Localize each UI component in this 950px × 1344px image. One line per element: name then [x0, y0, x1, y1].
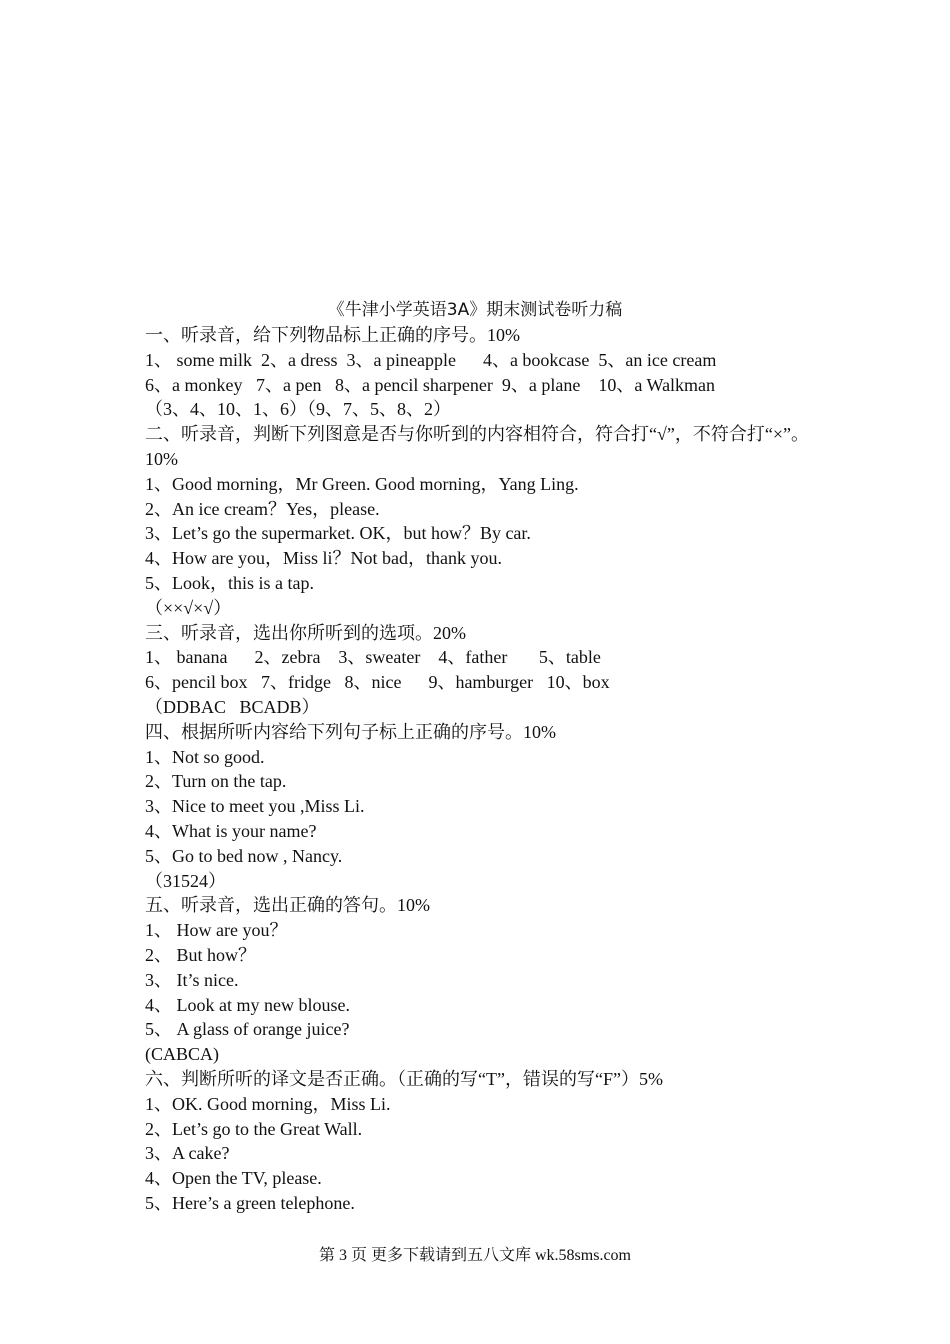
item-line: 3、 It’s nice. — [145, 969, 239, 990]
answer-key: （3、4、10、1、6）（9、7、5、8、2） — [145, 399, 451, 420]
section-heading: 一、听录音，给下列物品标上正确的序号。10% — [145, 325, 520, 345]
item-line: 4、What is your name? — [145, 820, 317, 841]
answer-key: （DDBAC BCADB） — [145, 696, 320, 717]
item-line: 4、Open the TV, please. — [145, 1168, 322, 1189]
item-line: 1、OK. Good morning，Miss Li. — [145, 1093, 391, 1114]
item-line: 6、pencil box 7、fridge 8、nice 9、hamburger 10、box — [145, 672, 610, 693]
item-line: 4、 Look at my new blouse. — [145, 994, 350, 1015]
answer-key: (CABCA) — [145, 1044, 220, 1065]
item-line: 1、 banana 2、zebra 3、sweater 4、father 5、table — [145, 647, 601, 668]
item-line: 2、An ice cream？Yes，please. — [145, 498, 380, 519]
section-heading: 五、听录音，选出正确的答句。10% — [145, 895, 430, 916]
item-line: 5、Here’s a green telephone. — [145, 1192, 355, 1213]
item-line: 2、Turn on the tap. — [145, 771, 287, 792]
item-line: 4、How are you，Miss li？Not bad，thank you. — [145, 548, 502, 569]
section-1 — [145, 323, 825, 422]
item-line: 5、 A glass of orange juice? — [145, 1019, 350, 1040]
item-line: 3、Let’s go the supermarket. OK，but how？By car. — [145, 523, 531, 544]
document-body — [145, 323, 825, 1216]
page-footer: 第 3 页 更多下载请到五八文库 wk.58sms.com — [318, 1247, 631, 1264]
item-line: 1、 How are you？ — [145, 920, 288, 941]
item-line: 5、Go to bed now , Nancy. — [145, 845, 343, 866]
section-heading: 二、听录音，判断下列图意是否与你听到的内容相符合，符合打“√”，不符合打“×”。10% — [145, 424, 809, 469]
item-line: 1、Good morning，Mr Green. Good morning，Yang Ling. — [145, 473, 579, 494]
answer-key: （××√×√） — [145, 597, 232, 618]
item-line: 5、Look，this is a tap. — [145, 572, 314, 593]
item-line: 1、 some milk 2、a dress 3、a pineapple 4、a bookcase 5、an ice cream — [145, 349, 717, 370]
item-line: 3、A cake? — [145, 1143, 230, 1164]
page-title: 《牛津小学英语3A》期末测试卷听力稿 — [327, 300, 623, 320]
section-6 — [145, 1067, 825, 1216]
item-line: 1、Not so good. — [145, 746, 265, 767]
section-5 — [145, 893, 825, 1067]
section-heading: 六、判断所听的译文是否正确。（正确的写“T”，错误的写“F”）5% — [145, 1068, 663, 1089]
item-line: 2、 But how？ — [145, 944, 257, 965]
answer-key: （31524） — [145, 870, 226, 891]
section-3 — [145, 621, 825, 720]
item-line: 3、Nice to meet you ,Miss Li. — [145, 796, 365, 817]
section-2 — [145, 422, 825, 620]
section-heading: 三、听录音，选出你所听到的选项。20% — [145, 622, 466, 643]
item-line: 2、Let’s go to the Great Wall. — [145, 1118, 363, 1139]
item-line: 6、a monkey 7、a pen 8、a pencil sharpener 9、a plane 10、a Walkman — [145, 374, 716, 395]
section-heading: 四、根据所听内容给下列句子标上正确的序号。10% — [145, 721, 556, 742]
section-4 — [145, 720, 825, 894]
